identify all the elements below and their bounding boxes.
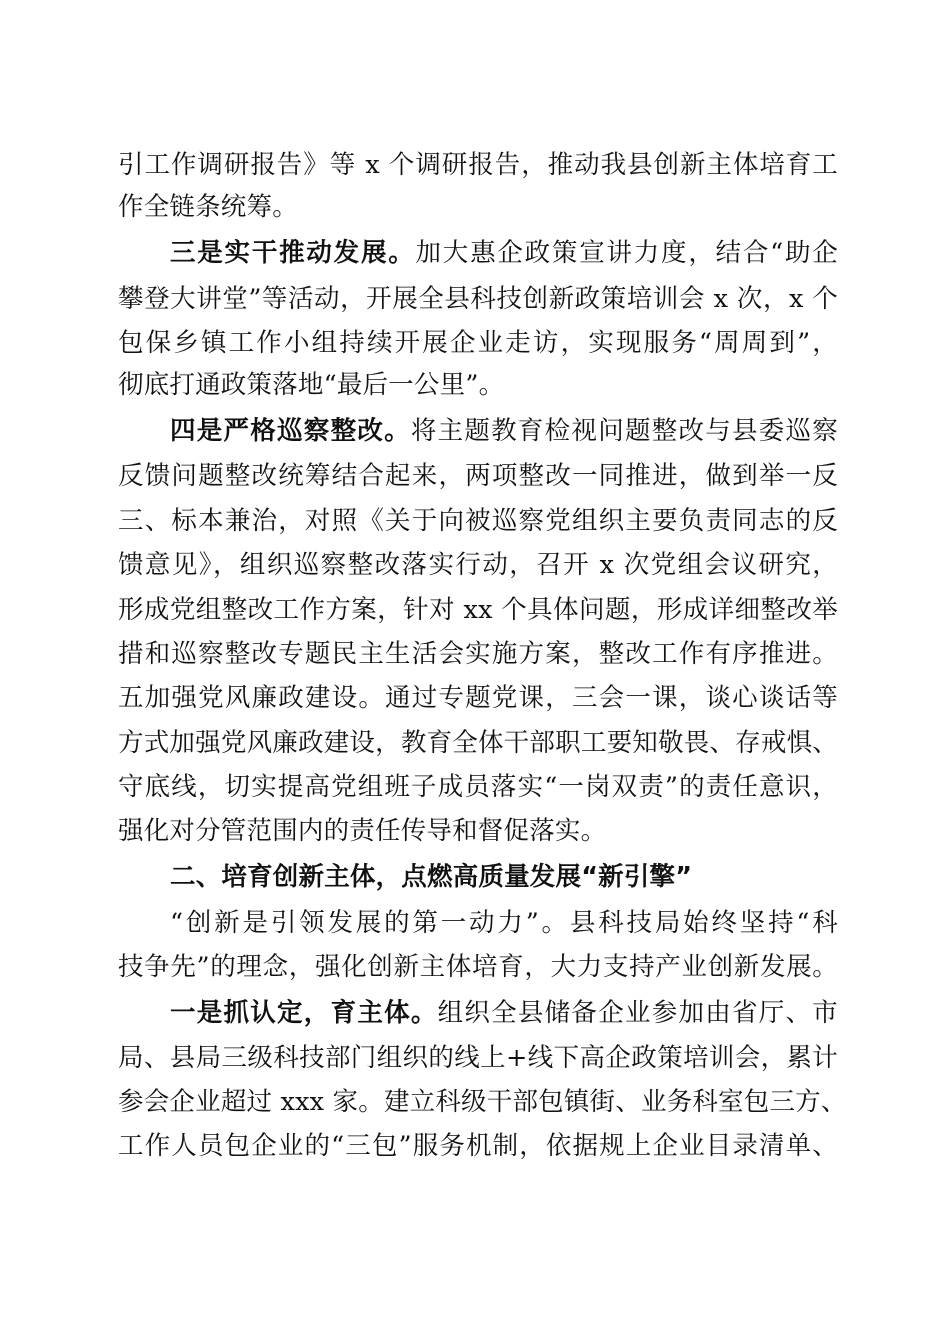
- p3-line-1: [170, 411, 838, 451]
- p6-lead: 一是抓认定，育主体。: [170, 998, 438, 1028]
- p4-line-2: 方式加强党风廉政建设，教育全体干部职工要知敬畏、存戒惧、: [118, 728, 838, 758]
- p5-line-1: “创新是引领发展的第一动力”。县科技局始终坚持“科: [170, 908, 838, 938]
- p4-line-4: 强化对分管范围内的责任传导和督促落实。: [118, 816, 607, 846]
- p1-line-2: 作全链条统筹。: [118, 192, 298, 222]
- p6-line-2: 局、县局三级科技部门组织的线上+线下高企政策培训会，累计: [118, 1043, 838, 1073]
- p4-line-1: 五加强党风廉政建设。通过专题党课，三会一课，谈心谈话等: [118, 683, 838, 713]
- p6-line-1-rest: 组织全县储备企业参加由省厅、市: [437, 998, 838, 1028]
- section-heading: 二、培育创新主体，点燃高质量发展“新引擎”: [170, 862, 693, 892]
- p2-lead: 三是实干推动发展。: [170, 238, 416, 268]
- p4-line-3: 守底线，切实提高党组班子成员落实“一岗双责”的责任意识，: [118, 772, 838, 802]
- p2-line-4: 彻底打通政策落地“最后一公里”。: [118, 370, 505, 400]
- p3-line-1-rest: 将主题教育检视问题整改与县委巡察: [410, 416, 838, 446]
- p3-lead: 四是严格巡察整改。: [170, 416, 411, 446]
- p6-line-3: 参会企业超过 xxx 家。建立科级干部包镇街、业务科室包三方、: [118, 1087, 847, 1117]
- p3-line-3: 三、标本兼治，对照《关于向被巡察党组织主要负责同志的反: [118, 506, 838, 536]
- p3-line-5: 形成党组整改工作方案，针对 xx 个具体问题，形成详细整改举: [118, 595, 838, 625]
- p2-line-2: 攀登大讲堂”等活动，开展全县科技创新政策培训会 x 次，x 个: [118, 284, 838, 314]
- p3-line-2: 反馈问题整改统筹结合起来，两项整改一同推进，做到举一反: [118, 461, 838, 491]
- p6-line-1: [170, 993, 838, 1033]
- p3-line-6: 措和巡察整改专题民主生活会实施方案，整改工作有序推进。: [118, 639, 838, 669]
- p2-line-1: [170, 233, 838, 273]
- p1-line-1: 引工作调研报告》等 x 个调研报告，推动我县创新主体培育工: [118, 150, 838, 180]
- p2-line-3: 包保乡镇工作小组持续开展企业走访，实现服务“周周到”，: [118, 328, 838, 358]
- p6-line-4: 工作人员包企业的“三包”服务机制，依据规上企业目录清单、: [118, 1131, 838, 1161]
- p2-line-1-rest: 加大惠企政策宣讲力度，结合“助企: [415, 238, 838, 268]
- p5-line-2: 技争先”的理念，强化创新主体培育，大力支持产业创新发展。: [118, 952, 838, 982]
- p3-line-4: 馈意见》，组织巡察整改落实行动，召开 x 次党组会议研究，: [118, 550, 838, 580]
